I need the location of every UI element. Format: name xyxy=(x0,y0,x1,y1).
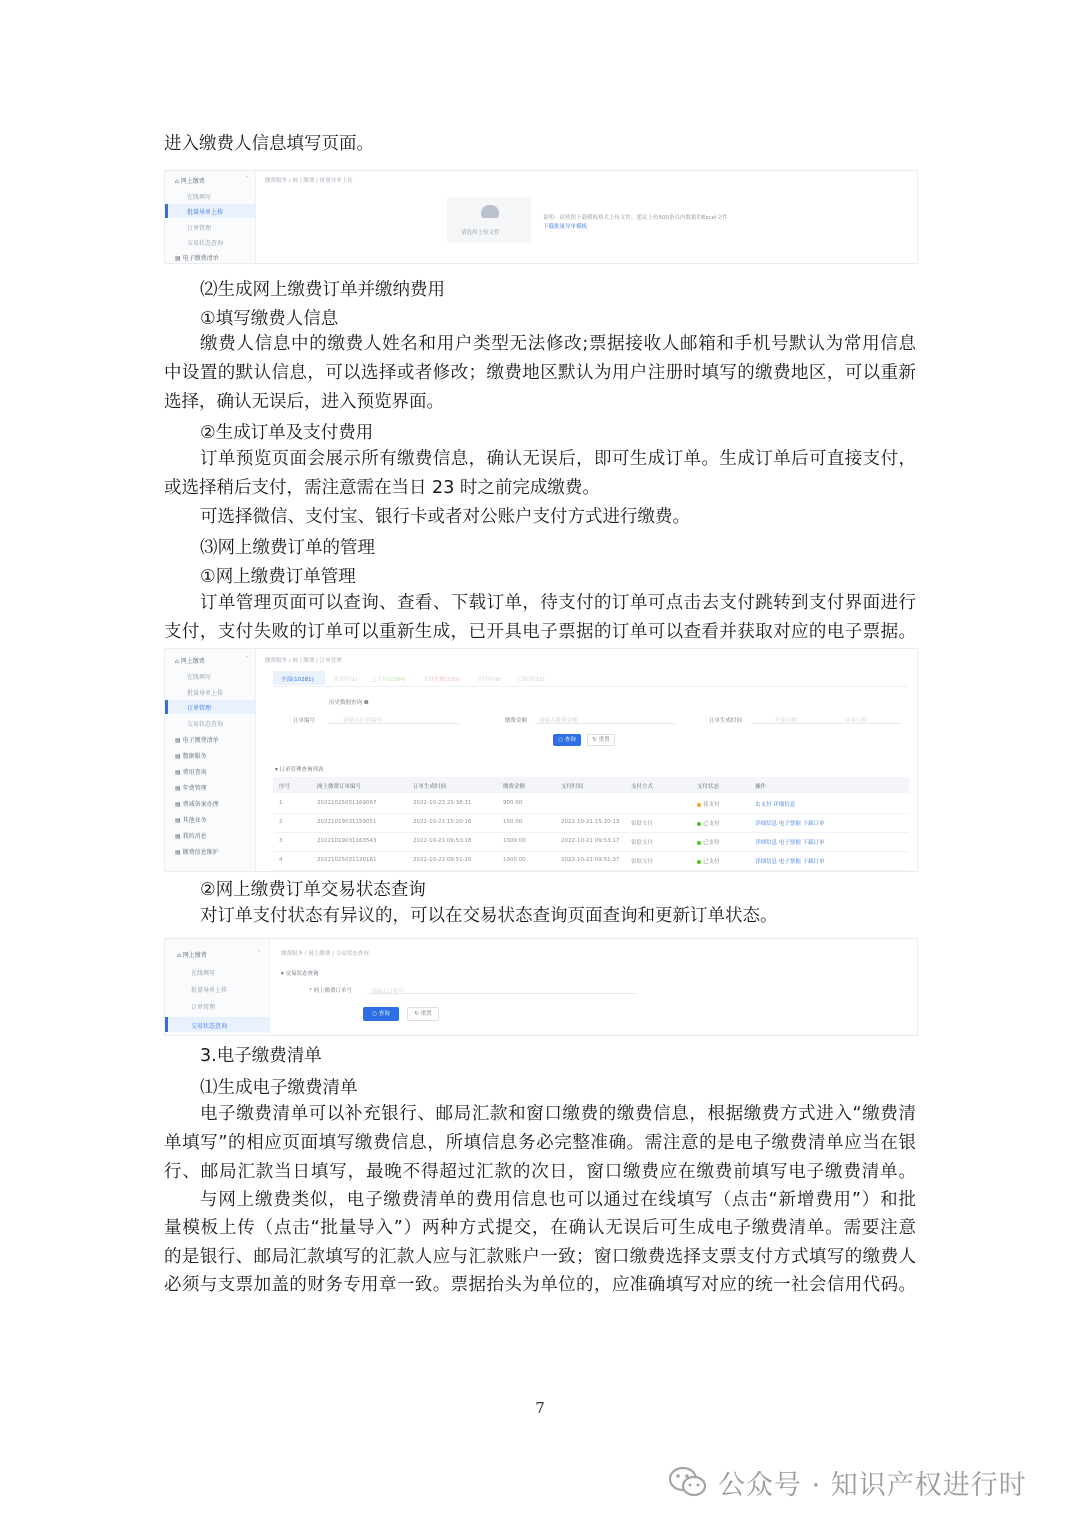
paragraph: 行、邮局汇款当日填写，最晚不得超过汇款的次日，窗口缴费应在缴费前填写电子缴费清单。 xyxy=(164,1162,916,1182)
watermark: 公众号 · 知识产权进行时 xyxy=(668,1462,1027,1502)
screenshot-order-management xyxy=(164,648,918,872)
table-cell: 2022-10-21 09:51:20 xyxy=(413,857,472,863)
table-cell: 详细信息 电子票据 下载订单 xyxy=(755,859,825,865)
sidebar-group-online-pay: ⌂ 网上缴费 xyxy=(175,178,205,185)
paragraph: 的是银行、邮局汇款填写的汇款人应与汇款账户一致；窗口缴费选择支票支付方式填写的缴费人 xyxy=(164,1247,916,1267)
sidebar-item: 交易状态查询 xyxy=(187,721,224,728)
sidebar-group: ▤ 费减备案办理 xyxy=(175,801,219,808)
sidebar-item: 批量导单上传 xyxy=(191,987,228,994)
tab-paying: 支付中(0) xyxy=(477,677,502,683)
table-cell: 已支付 xyxy=(697,819,720,827)
filter-label: 订单编号 xyxy=(293,718,316,724)
sidebar-item-active: 批量导单上传 xyxy=(187,209,224,216)
tab-cancelled: 已取消(12) xyxy=(517,677,545,683)
sidebar-item: 在线填写 xyxy=(187,674,212,681)
sidebar-group: ▤ 年费管理 xyxy=(175,785,207,792)
paragraph: 支付，支付失败的订单可以重新生成，已开具电子票据的订单可以查看并获取对应的电子票据。 xyxy=(164,622,916,642)
table-header: 缴费金额 xyxy=(503,784,526,790)
sidebar-group-online-pay: ⌂ 网上缴费 xyxy=(177,952,207,959)
table-header: 支付状态 xyxy=(697,784,720,790)
table-header: 序号 xyxy=(279,784,291,790)
sidebar-item: 批量导单上传 xyxy=(187,690,224,697)
sidebar-group: ▤ 费用查询 xyxy=(175,769,207,776)
order-table xyxy=(165,649,917,871)
paragraph: 进入缴费人信息填写页面。 xyxy=(164,134,374,154)
table-cell: 4 xyxy=(279,857,283,863)
table-header: 支付方式 xyxy=(631,784,654,790)
paragraph: 订单预览页面会展示所有缴费信息，确认无误后，即可生成订单。生成订单后可直接支付， xyxy=(200,449,916,469)
breadcrumb: 缴费服务 / 网上缴费 / 交易状态查询 xyxy=(281,951,369,957)
wechat-icon xyxy=(668,1464,708,1500)
upload-box: 请选择上传文件 xyxy=(447,197,531,243)
heading: ⑴生成电子缴费清单 xyxy=(200,1078,358,1098)
table-cell: 详细信息 电子票据 下载订单 xyxy=(755,821,825,827)
sidebar-group: ▤ 电子缴费清单 xyxy=(175,737,219,744)
table-cell: 已支付 xyxy=(697,838,720,846)
heading: ①网上缴费订单管理 xyxy=(200,567,356,587)
table-cell: 20221019031163543 xyxy=(317,838,377,844)
table-cell: 20221019031159051 xyxy=(317,819,377,825)
paragraph: 订单管理页面可以查询、查看、下载订单，待支付的订单可点击去支付跳转到支付界面进行 xyxy=(200,593,916,613)
sidebar-item: 订单管理 xyxy=(187,225,212,232)
sidebar xyxy=(165,171,256,263)
breadcrumb: 缴费服务 / 网上缴费 / 批量导单上传 xyxy=(265,178,353,184)
sidebar-group-online-pay: ⌂ 网上缴费 xyxy=(175,658,205,665)
chevron-up-icon: ^ xyxy=(245,176,250,182)
paragraph: 对订单支付状态有异议的，可以在交易状态查询页面查询和更新订单状态。 xyxy=(200,906,778,926)
filter-label: 缴费金额 xyxy=(505,718,528,724)
tab-all: 全部(10281) xyxy=(281,677,314,683)
paragraph: 电子缴费清单可以补充银行、邮局汇款和窗口缴费的缴费信息，根据缴费方式进入“缴费清 xyxy=(200,1104,916,1124)
tab-paid: 已支付(2284) xyxy=(371,677,406,683)
table-cell: 2022-10-21 09:53:17 xyxy=(561,838,620,844)
paragraph: 选择，确认无误后，进入预览界面。 xyxy=(164,392,444,412)
paragraph: 单填写”的相应页面填写缴费信息，所填信息务必完整准确。需注意的是电子缴费清单应当在银 xyxy=(164,1133,916,1153)
heading: ⑵生成网上缴费订单并缴纳费用 xyxy=(200,280,445,300)
table-cell: 1000.00 xyxy=(503,857,526,863)
order-no-label: * 网上缴费订单号 xyxy=(309,988,352,994)
download-template-link: 下载批量导单模板 xyxy=(543,224,588,230)
sidebar-group: ▤ 缴费信息维护 xyxy=(175,849,219,856)
amount-input: 请输入缴费金额 xyxy=(539,718,578,724)
table-cell: 银联支付 xyxy=(631,840,654,846)
filter-label: 订单生成时间 xyxy=(709,718,743,724)
table-cell: 银联支付 xyxy=(631,859,654,865)
table-header: 支付时间 xyxy=(561,784,584,790)
sidebar-group: ▤ 我的消息 xyxy=(175,833,207,840)
sidebar-item: 订单管理 xyxy=(191,1004,216,1011)
sidebar-group: ▤ 电子缴费清单 xyxy=(175,255,219,262)
paragraph: 必须与支票加盖的财务专用章一致。票据抬头为单位的，应准确填写对应的统一社会信用代码。 xyxy=(164,1275,916,1295)
paragraph: 中设置的默认信息，可以选择或者修改；缴费地区默认为用户注册时填写的缴费地区，可以重新 xyxy=(164,363,916,383)
table-cell: 2022-10-23 21:38:31 xyxy=(413,800,472,806)
breadcrumb: 缴费服务 / 网上缴费 / 订单管理 xyxy=(265,658,342,664)
table-cell: 150.00 xyxy=(503,819,523,825)
table-cell: 2022-10-21 15:20:13 xyxy=(561,819,620,825)
table-cell: 1000.00 xyxy=(503,838,526,844)
chevron-up-icon: ^ xyxy=(245,656,250,662)
paragraph: 量模板上传（点击“批量导入”）两种方式提交，在确认无误后可生成电子缴费清单。需要注意 xyxy=(164,1218,916,1238)
table-cell: 900.00 xyxy=(503,800,523,806)
chevron-up-icon: ^ xyxy=(257,950,262,956)
table-cell: 详细信息 电子票据 下载订单 xyxy=(755,840,825,846)
paragraph: 或选择稍后支付，需注意需在当日 23 时之前完成缴费。 xyxy=(164,478,600,498)
table-cell: 1 xyxy=(279,800,283,806)
sidebar xyxy=(165,939,270,1035)
cloud-upload-icon xyxy=(481,205,499,218)
section-title: ▾ 交易状态查询 xyxy=(281,971,319,977)
table-cell: 2022-10-21 09:53:18 xyxy=(413,838,472,844)
table-cell: 去支付 详细信息 xyxy=(755,802,796,808)
table-cell: 3 xyxy=(279,838,283,844)
tab-pending: 待支付(1) xyxy=(333,677,358,683)
table-header: 订单生成时间 xyxy=(413,784,447,790)
sidebar-item-active: 交易状态查询 xyxy=(191,1023,228,1030)
table-cell: 2 xyxy=(279,819,283,825)
sidebar-item-active: 订单管理 xyxy=(187,705,212,712)
paragraph: 缴费人信息中的缴费人姓名和用户类型无法修改;票据接收人邮箱和手机号默认为常用信息 xyxy=(200,334,916,354)
screenshot-status-query xyxy=(164,938,918,1036)
paragraph: 与网上缴费类似，电子缴费清单的费用信息也可以通过在线填写（点击“新增费用”）和批 xyxy=(200,1190,916,1210)
search-button: ○ 查询 xyxy=(553,734,581,746)
reset-button: ↻ 重置 xyxy=(407,1007,439,1021)
start-date: 开始日期 xyxy=(775,718,798,724)
sidebar-item: 在线填写 xyxy=(191,970,216,977)
order-no-input: 请输入订单号 xyxy=(371,989,405,995)
table-header: 操作 xyxy=(755,784,767,790)
table-cell: 2022-10-21 09:51:37 xyxy=(561,857,620,863)
sidebar-group: ▤ 数据服务 xyxy=(175,753,207,760)
heading: ②网上缴费订单交易状态查询 xyxy=(200,880,426,900)
table-cell: 2022-10-21 15:20:16 xyxy=(413,819,472,825)
heading: ①填写缴费人信息 xyxy=(200,309,339,329)
list-title: ▾ 订单管理查询列表 xyxy=(275,767,324,773)
table-cell: 20221025031169067 xyxy=(317,800,377,806)
table-cell: 20221025031120161 xyxy=(317,857,377,863)
tab-failed: 支付失败(230) xyxy=(423,677,460,683)
table-cell: 已支付 xyxy=(697,857,720,865)
order-no-input: 请输入订单编号 xyxy=(343,718,382,724)
reset-button: ↻ 重置 xyxy=(587,734,615,746)
search-button: ○ 查询 xyxy=(363,1007,399,1021)
page-number: 7 xyxy=(535,1399,545,1417)
heading: ⑶网上缴费订单的管理 xyxy=(200,538,375,558)
end-date: 结束日期 xyxy=(845,718,868,724)
history-query: 历史数据查询 ❶ xyxy=(329,700,369,706)
sidebar-item: 在线填写 xyxy=(187,194,212,201)
table-cell: 待支付 xyxy=(697,800,720,808)
screenshot-batch-upload xyxy=(164,170,918,264)
sidebar-item: 交易状态查询 xyxy=(187,240,224,247)
upload-note: 说明：请按照下载模板格式上传文件，建议上传500条以内数据的Excel文件 xyxy=(543,215,728,221)
paragraph: 可选择微信、支付宝、银行卡或者对公账户支付方式进行缴费。 xyxy=(200,507,690,527)
table-header: 网上缴费订单编号 xyxy=(317,784,362,790)
heading: ②生成订单及支付费用 xyxy=(200,423,374,443)
sidebar-group: ▤ 其他业务 xyxy=(175,817,207,824)
table-cell: 银联支付 xyxy=(631,821,654,827)
heading: 3.电子缴费清单 xyxy=(200,1046,322,1066)
